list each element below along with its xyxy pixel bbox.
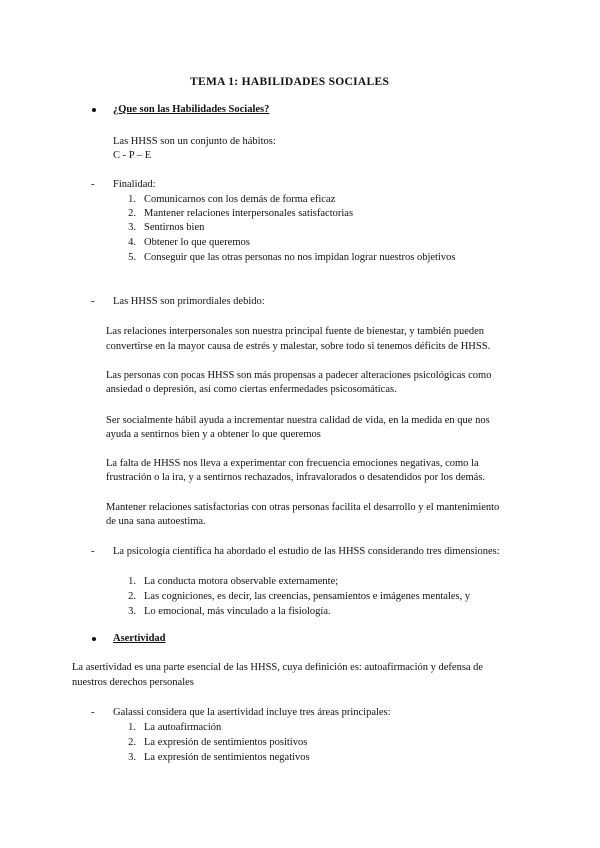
list-item: Comunicarnos con los demás de forma eficaz [144, 194, 336, 205]
list-item: Obtener lo que queremos [144, 237, 250, 248]
bullet-icon [92, 637, 96, 641]
list-number: 5. [128, 252, 136, 263]
paragraph-line: ansiedad o depresión, así como ciertas enfermedades psicosomáticas. [106, 384, 397, 395]
cpe-text: C - P – E [113, 150, 152, 161]
paragraph-line: ayuda a sentirnos bien y a obtener lo que queremos [106, 429, 321, 440]
intro-text: Las HHSS son un conjunto de hábitos: [113, 136, 276, 147]
paragraph-line: frustración o la ira, y a sentirnos rechazados, infravalorados o desatendidos por los demás. [106, 472, 486, 483]
paragraph-line: Las relaciones interpersonales son nuestra principal fuente de bienestar, y también pueden [106, 326, 485, 337]
page-title: TEMA 1: HABILIDADES SOCIALES [190, 76, 390, 88]
list-item: La autoafirmación [144, 722, 222, 733]
list-item: Mantener relaciones interpersonales satisfactorias [144, 208, 354, 219]
paragraph-line: La asertividad es una parte esencial de las HHSS, cuya definición es: autoafirmación y defensa de [72, 662, 484, 673]
dash-marker: - [91, 179, 95, 190]
list-item: La conducta motora observable externamente; [144, 576, 339, 587]
list-number: 1. [128, 194, 136, 205]
paragraph-line: Ser socialmente hábil ayuda a incrementar nuestra calidad de vida, en la medida en que nos [106, 415, 490, 426]
list-item: Sentirnos bien [144, 222, 205, 233]
list-number: 2. [128, 208, 136, 219]
list-item: Lo emocional, más vinculado a la fisiología. [144, 606, 331, 617]
list-item: La expresión de sentimientos negativos [144, 752, 310, 763]
paragraph-line: Mantener relaciones satisfactorias con otras personas facilita el desarrollo y el mantenimiento [106, 502, 500, 513]
dash-marker: - [91, 296, 95, 307]
paragraph-line: Las personas con pocas HHSS son más propensas a padecer alteraciones psicológicas como [106, 370, 492, 381]
list-item: Las cogniciones, es decir, las creencias, pensamientos e imágenes mentales, y [144, 591, 471, 602]
list-number: 3. [128, 606, 136, 617]
bullet-icon [92, 108, 96, 112]
paragraph-line: nuestros derechos personales [72, 677, 194, 688]
list-item: La expresión de sentimientos positivos [144, 737, 308, 748]
paragraph-line: convertirse en la mayor causa de estrés y malestar, sobre todo si tenemos déficits de HHSS. [106, 341, 491, 352]
list-number: 3. [128, 222, 136, 233]
dash-marker: - [91, 546, 95, 557]
list-number: 2. [128, 737, 136, 748]
finalidad-label: Finalidad: [113, 179, 156, 190]
list-number: 3. [128, 752, 136, 763]
list-number: 2. [128, 591, 136, 602]
list-number: 4. [128, 237, 136, 248]
paragraph-line: La falta de HHSS nos lleva a experimentar con frecuencia emociones negativas, como la [106, 458, 479, 469]
section-heading: Asertividad [113, 633, 166, 644]
list-number: 1. [128, 576, 136, 587]
galassi-label: Galassi considera que la asertividad incluye tres áreas principales: [113, 707, 391, 718]
section-heading: ¿Que son las Habilidades Sociales? [113, 104, 270, 115]
dimensiones-label: La psicología científica ha abordado el estudio de las HHSS considerando tres dimensiones: [113, 546, 500, 557]
paragraph-line: de una sana autoestima. [106, 516, 206, 527]
list-item: Conseguir que las otras personas no nos impidan lograr nuestros objetivos [144, 252, 456, 263]
primordiales-label: Las HHSS son primordiales debido: [113, 296, 265, 307]
list-number: 1. [128, 722, 136, 733]
dash-marker: - [91, 707, 95, 718]
